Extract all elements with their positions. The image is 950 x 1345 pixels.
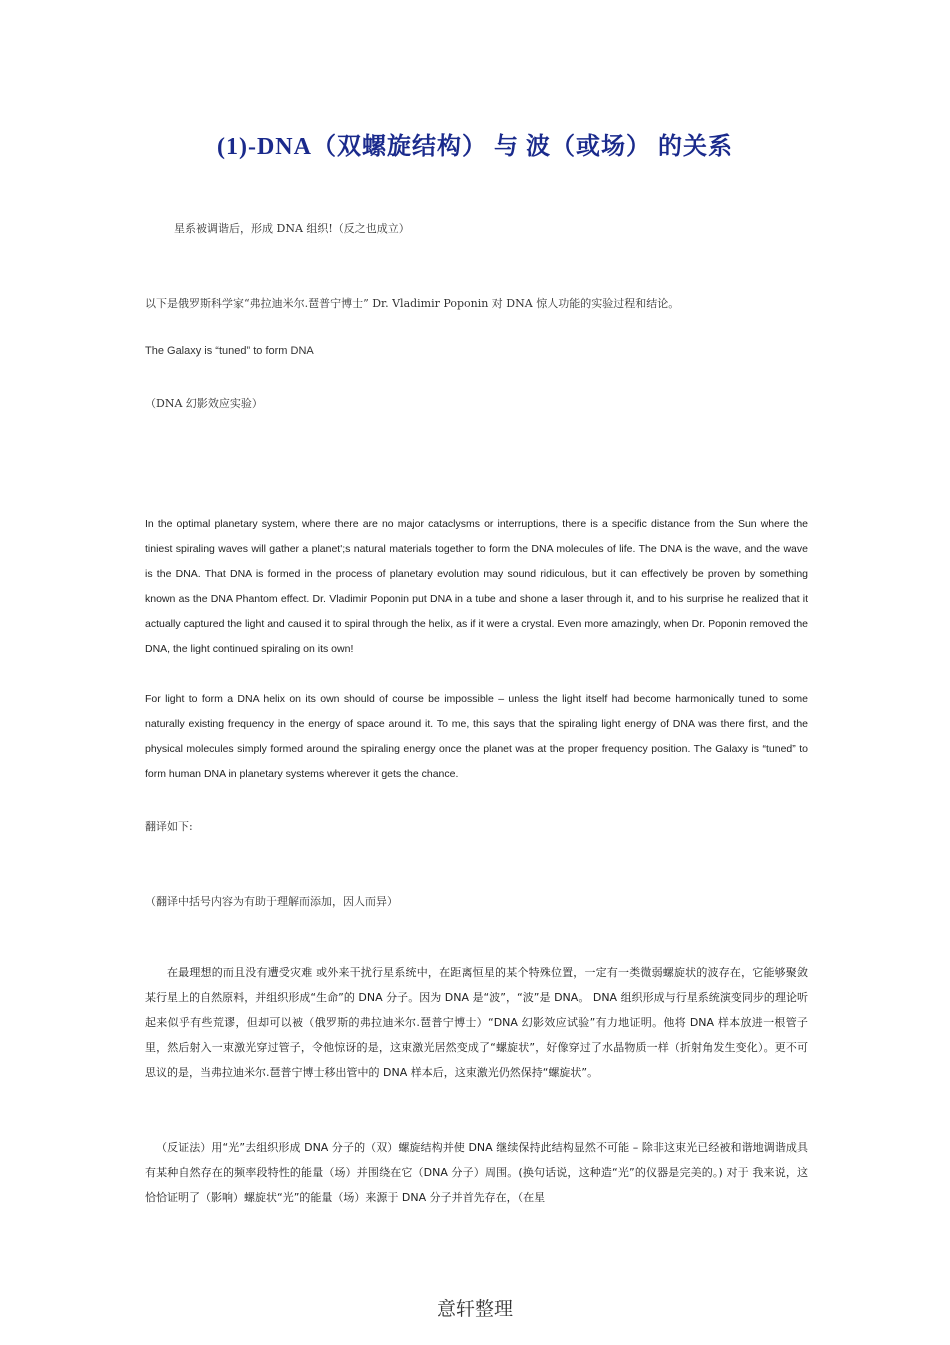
english-paragraph-2: For light to form a DNA helix on its own should of course be impossible – unless the light itself had become harmonically tuned to some naturally existing frequency in the energy of space around it. To me, this says that the spiraling light energy of DNA was there first, and the physical molecules simply formed around the spiraling energy once the planet was at the proper frequency position. The Galaxy is “tuned” to form human DNA in planetary systems wherever it gets the chance. <box>145 693 808 780</box>
translation-heading: 翻译如下: <box>145 820 193 833</box>
translation-note: （翻译中括号内容为有助于理解而添加，因人而异） <box>145 895 398 908</box>
page-title: (1)-DNA（双螺旋结构） 与 波（或场） 的关系 <box>217 134 733 160</box>
intro-paragraph: 以下是俄罗斯科学家“弗拉迪米尔.琶普宁博士” Dr. Vladimir Poponin 对 DNA 惊人功能的实验过程和结论。 <box>145 297 680 310</box>
chinese-paragraph-1: 在最理想的而且没有遭受灾难 或外来干扰行星系统中，在距离恒星的某个特殊位置，一定有一类微弱螺旋状的波存在，它能够聚敛某行星上的自然原料，并组织形成“生命”的 DNA 分子。因为 DNA 是“波”，“波”是 DNA。 DNA 组织形成与行星系统演变同步的理论听起来似乎有些荒谬，但却可以被（俄罗斯的弗拉迪米尔.琶普宁博士）“DNA 幻影效应试验”有力地证明。他将 DNA 样本放进一根管子里，然后射入一束激光穿过管子，令他惊讶的是，这束激光居然变成了“螺旋状”，好像穿过了水晶物质一样（折射角发生变化）。更不可 思议的是，当弗拉迪米尔.琶普宁博士移出管中的 DNA 样本后，这束激光仍然保持“螺旋状”。 <box>145 966 808 1079</box>
intro-line: 星系被调谐后，形成 DNA 组织!（反之也成立） <box>174 222 410 235</box>
experiment-label: （DNA 幻影效应实验） <box>145 397 263 410</box>
english-heading: The Galaxy is “tuned” to form DNA <box>145 345 314 357</box>
chinese-paragraph-2: （反证法）用“光”去组织形成 DNA 分子的（双）螺旋结构并使 DNA 继续保持此结构显然不可能 – 除非这束光已经被和谐地调谐成具有某种自然存在的频率段特性的能量（场）并围绕在它（DNA 分子）周围。(换句话说，这种造“光”的仪器是完美的。) 对于 我来说，这恰恰证明了（影响）螺旋状“光”的能量（场）来源于 DNA 分子并首先存在，（在星 <box>145 1141 808 1204</box>
english-paragraph-1: In the optimal planetary system, where there are no major cataclysms or interruptions, there is a specific distance from the Sun where the tiniest spiraling waves will gather a planet';s natural materials together to form the DNA molecules of life. The DNA is the wave, and the wave is the DNA. That DNA is formed in the process of planetary evolution may sound ridiculous, but it can effectively be proven by something known as the DNA Phantom effect. Dr. Vladimir Poponin put DNA in a tube and shone a laser through it, and to his surprise he realized that it actually captured the light and caused it to spiral through the helix, as if it were a crystal. Even more amazingly, when Dr. Poponin removed the DNA, the light continued spiraling on its own! <box>145 518 808 655</box>
footer-credit: 意轩整理 <box>436 1298 513 1320</box>
